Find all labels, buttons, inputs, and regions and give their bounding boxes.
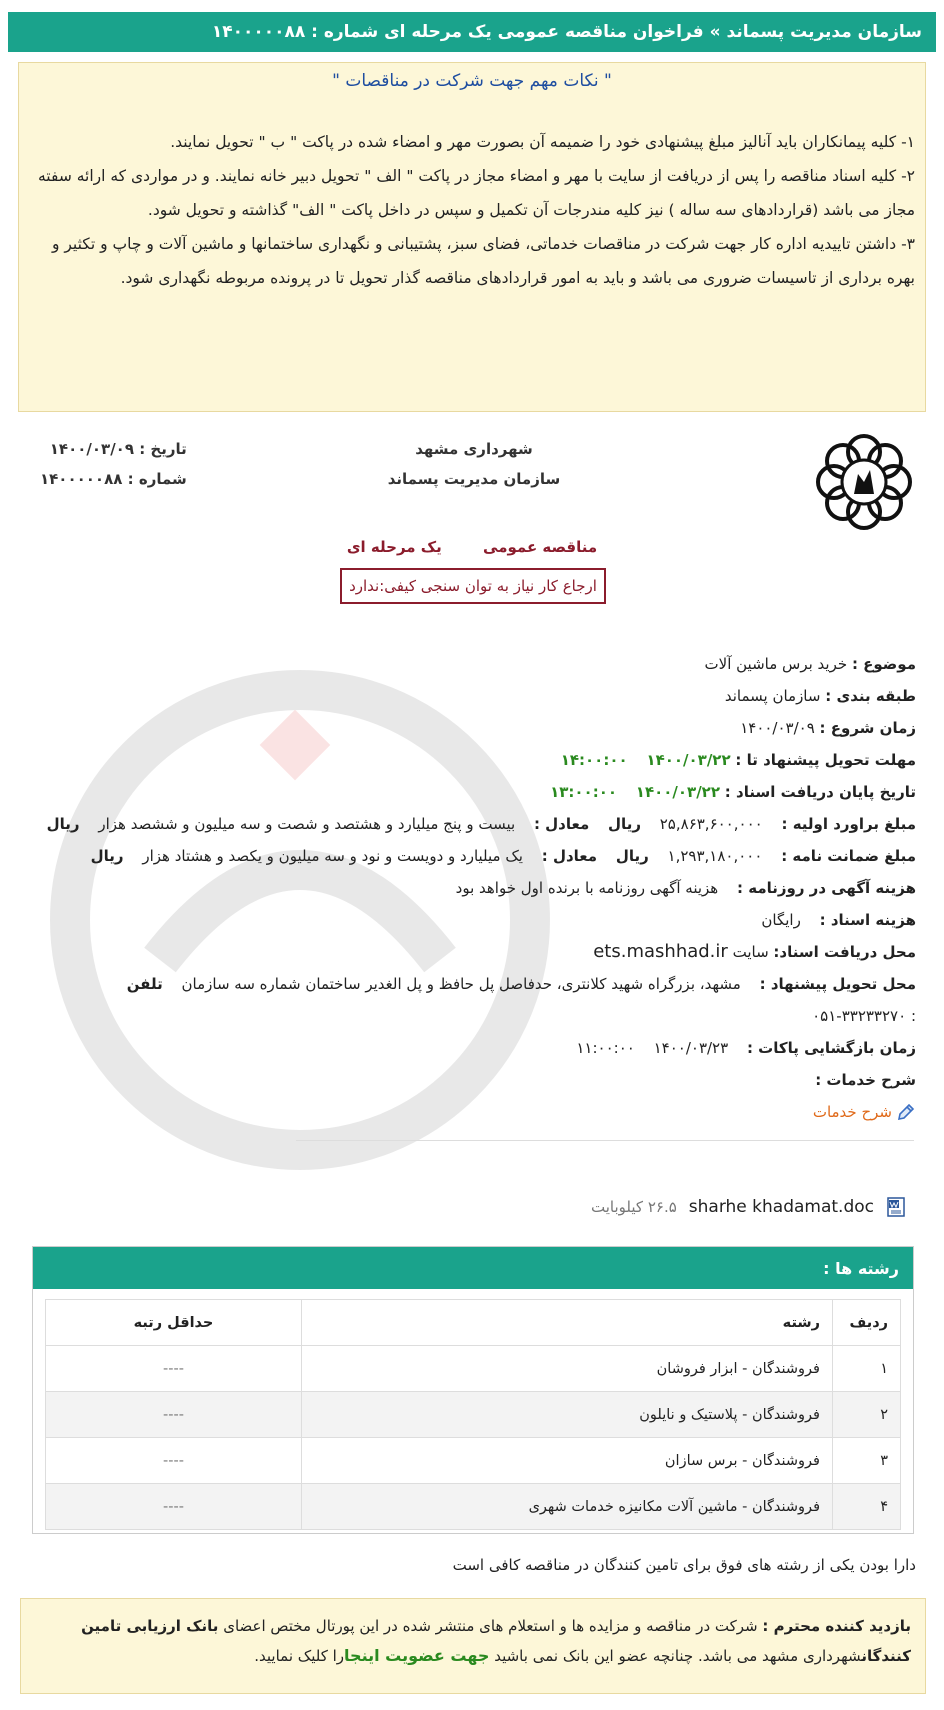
- tender-type: [0, 538, 944, 556]
- estimate-words-rial: ریال: [46, 815, 80, 833]
- row-field: فروشندگان - ماشین آلات مکانیزه خدمات شهری: [302, 1484, 833, 1530]
- guarantee-equiv: معادل :: [541, 847, 598, 865]
- guarantee-rial: ریال: [615, 847, 649, 865]
- org-info: [0, 432, 944, 532]
- docplace-row: [26, 936, 916, 968]
- visitor-bank: بانک ارزیابی تامین کنندگان: [81, 1617, 911, 1665]
- guarantee-row: [26, 840, 916, 872]
- guarantee-value: ۱,۲۹۳,۱۸۰,۰۰۰: [667, 847, 763, 865]
- deadline-time: ۱۴:۰۰:۰۰: [560, 751, 628, 769]
- word-document-icon: [886, 1196, 906, 1218]
- estimate-words: بیست و پنج میلیارد و هشتصد و شصت و سه میلیون و ششصد هزار: [98, 815, 516, 833]
- divider: [296, 1140, 914, 1141]
- docend-date: ۱۴۰۰/۰۳/۲۲: [635, 783, 720, 801]
- important-notes: [18, 62, 926, 412]
- page-title: سازمان مدیریت پسماند » فراخوان مناقصه عمومی یک مرحله ای شماره : ۱۴۰۰۰۰۰۸۸: [211, 22, 922, 42]
- quality-assessment-box: [340, 568, 606, 604]
- attachment-name[interactable]: sharhe khadamat.doc: [688, 1197, 874, 1217]
- notice-number: شماره : ۱۴۰۰۰۰۰۸۸: [40, 470, 187, 488]
- col-min-rank: حداقل رتبه: [46, 1300, 302, 1346]
- row-field: فروشندگان - برس سازان: [302, 1438, 833, 1484]
- docend-label: تاریخ پایان دریافت اسناد :: [724, 783, 916, 801]
- opening-row: [26, 1032, 916, 1064]
- phone-label: تلفن: [126, 975, 163, 993]
- quality-text: ارجاع کار نیاز به توان سنجی کیفی:ندارد: [349, 577, 597, 595]
- start-value: ۱۴۰۰/۰۳/۰۹: [740, 719, 815, 737]
- note-item-2: ۲- کلیه اسناد مناقصه را پس از دریافت از سایت با مهر و امضاء مجاز در پاکت " الف " تحویل دبیر خانه نمایند. و در مواردی که ارائه سفته مجاز می باشد (قراردادهای سه ساله ) نیز کلیه مندرجات آن تکمیل و سپس در داخل پاکت " الف" گذاشته و تحویل شود.: [37, 167, 915, 219]
- subject-value: خرید برس ماشین آلات: [704, 655, 848, 673]
- attachment[interactable]: [591, 1196, 906, 1218]
- estimate-rial: ریال: [608, 815, 641, 833]
- visitor-notice: [20, 1598, 926, 1694]
- org-line-1: شهرداری مشهد: [415, 440, 533, 458]
- subject-label: موضوع :: [851, 655, 916, 673]
- municipality-logo-icon: [814, 432, 914, 532]
- row-field: فروشندگان - ابزار فروشان: [302, 1346, 833, 1392]
- doccost-label: هزینه اسناد :: [819, 911, 916, 929]
- tender-kind: مناقصه عمومی: [483, 538, 598, 556]
- category-value: سازمان پسماند: [724, 687, 821, 705]
- row-number: ۱: [833, 1346, 901, 1392]
- fields-title: رشته ها :: [823, 1258, 899, 1278]
- notes-title: " نکات مهم جهت شرکت در مناقصات ": [332, 71, 612, 91]
- table-header-row: [46, 1300, 901, 1346]
- ad-label: هزینه آگهی در روزنامه :: [737, 879, 916, 897]
- page-header: [8, 12, 936, 52]
- attachment-size-value: ۲۶.۵: [647, 1198, 677, 1216]
- row-rank: ----: [46, 1438, 302, 1484]
- phone-value: : ۰۵۱-۳۳۲۳۳۲۷۰: [812, 1007, 916, 1025]
- start-row: [26, 712, 916, 744]
- ad-value: هزینه آگهی روزنامه با برنده اول خواهد بود: [455, 879, 719, 897]
- delivery-row: [26, 968, 916, 1000]
- opening-label: زمان بازگشایی پاکات :: [746, 1039, 916, 1057]
- join-link[interactable]: جهت عضویت اینجا: [344, 1646, 490, 1665]
- visitor-text-1: شرکت در مناقصه و مزایده ها و استعلام های منتشر شده در این پورتال مختص اعضای: [223, 1617, 758, 1635]
- visitor-lead: بازدید کننده محترم :: [762, 1617, 911, 1635]
- table-row: [46, 1438, 901, 1484]
- opening-time: ۱۱:۰۰:۰۰: [576, 1039, 635, 1057]
- phone-row: [26, 1000, 916, 1032]
- attachment-size-unit: کیلوبایت: [591, 1198, 644, 1216]
- row-rank: ----: [46, 1392, 302, 1438]
- notice-date: تاریخ : ۱۴۰۰/۰۳/۰۹: [49, 440, 187, 458]
- estimate-row: [26, 808, 916, 840]
- tender-stage: یک مرحله ای: [346, 538, 442, 556]
- visitor-text-3: را کلیک نمایید.: [254, 1647, 345, 1665]
- row-rank: ----: [46, 1484, 302, 1530]
- subject-row: [26, 648, 916, 680]
- opening-date: ۱۴۰۰/۰۳/۲۳: [653, 1039, 729, 1057]
- estimate-equiv: معادل :: [533, 815, 590, 833]
- row-number: ۲: [833, 1392, 901, 1438]
- row-number: ۴: [833, 1484, 901, 1530]
- docend-time: ۱۳:۰۰:۰۰: [550, 783, 618, 801]
- col-field: رشته: [302, 1300, 833, 1346]
- table-row: [46, 1392, 901, 1438]
- guarantee-words: یک میلیارد و دویست و نود و سه میلیون و یکصد و هشتاد هزار: [142, 847, 523, 865]
- docend-row: [26, 776, 916, 808]
- deadline-row: [26, 744, 916, 776]
- note-item-1: ۱- کلیه پیمانکاران باید آنالیز مبلغ پیشنهادی خود را ضمیمه آن بصورت مهر و امضاء شده در پاکت " ب " تحویل نمایند.: [170, 133, 915, 151]
- category-row: [26, 680, 916, 712]
- estimate-value: ۲۵,۸۶۳,۶۰۰,۰۰۰: [659, 815, 763, 833]
- deadline-label: مهلت تحویل پیشنهاد تا :: [735, 751, 916, 769]
- ad-row: [26, 872, 916, 904]
- pencil-icon: [896, 1102, 916, 1122]
- delivery-value: مشهد، بزرگراه شهید کلانتری، حدفاصل پل حافظ و پل الغدیر ساختمان شماره سه سازمان: [181, 975, 741, 993]
- docplace-label: محل دریافت اسناد:: [773, 943, 916, 961]
- category-label: طبقه بندی :: [825, 687, 916, 705]
- row-field: فروشندگان - پلاستیک و نایلون: [302, 1392, 833, 1438]
- doccost-row: [26, 904, 916, 936]
- col-row-number: ردیف: [833, 1300, 901, 1346]
- attachment-size: [591, 1198, 677, 1216]
- estimate-label: مبلغ براورد اولیه :: [781, 815, 916, 833]
- fields-footnote: دارا بودن یکی از رشته های فوق برای تامین کنندگان در مناقصه کافی است: [452, 1556, 916, 1574]
- note-item-3: ۳- داشتن تاییدیه اداره کار جهت شرکت در مناقصات خدماتی، فضای سبز، پشتیبانی و نگهداری ساختمانها و ماشین آلات و چاپ و تکثیر و بهره برداری از تاسیسات ضروری می باشد و باید به امور قراردادهای مناقصه گذار تحویل تا در پرونده مربوطه نگهداری شود.: [51, 235, 915, 287]
- row-number: ۳: [833, 1438, 901, 1484]
- fields-table: [45, 1299, 901, 1530]
- docplace-site-link[interactable]: ets.mashhad.ir: [593, 941, 728, 962]
- visitor-text-2: شهرداری مشهد می باشد. چنانچه عضو این بانک نمی باشید: [494, 1647, 862, 1665]
- org-line-2: سازمان مدیریت پسماند: [387, 470, 561, 488]
- start-label: زمان شروع :: [819, 719, 916, 737]
- fields-panel: [32, 1246, 914, 1534]
- services-link-text: شرح خدمات: [812, 1103, 892, 1121]
- guarantee-words-rial: ریال: [90, 847, 124, 865]
- services-link[interactable]: [26, 1102, 916, 1122]
- fields-header: [33, 1247, 913, 1289]
- deadline-date: ۱۴۰۰/۰۳/۲۲: [646, 751, 731, 769]
- table-row: [46, 1346, 901, 1392]
- services-label: شرح خدمات :: [815, 1071, 916, 1089]
- tender-details: [26, 648, 916, 1122]
- table-row: [46, 1484, 901, 1530]
- docplace-prefix: سایت: [732, 943, 769, 961]
- doccost-value: رایگان: [761, 911, 801, 929]
- guarantee-label: مبلغ ضمانت نامه :: [781, 847, 916, 865]
- delivery-label: محل تحویل پیشنهاد :: [759, 975, 916, 993]
- services-row: [26, 1064, 916, 1096]
- row-rank: ----: [46, 1346, 302, 1392]
